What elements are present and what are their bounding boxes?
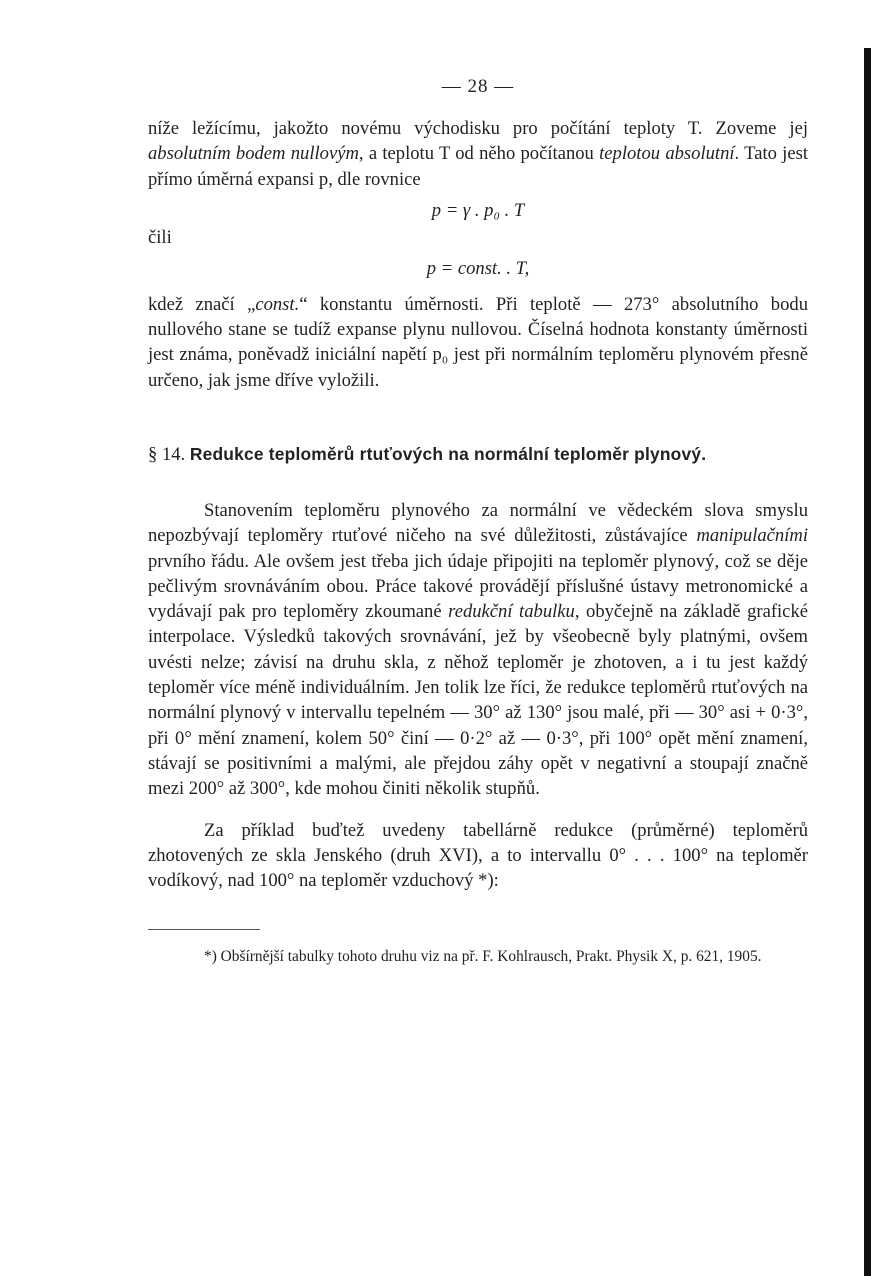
document-page bbox=[148, 62, 808, 968]
term-manipulation: manipulačními bbox=[696, 525, 808, 547]
reduction-paragraph bbox=[148, 498, 808, 802]
intro-text-a: níže ležícímu, jakožto novému východisku pro počítání teploty T. Zoveme jej bbox=[148, 118, 808, 139]
reduction-text-e: , obyčejně na základě grafické interpolace. Výsledků takových srovnávání, jež by všeobecně byly platnými, ovšem uvésti nelze; závisí na druhu skla, z něhož teploměr je zhotoven, a i tu jest každý teploměr více méně individuálním. Jen tolik lze říci, že redukce teploměrů rtuťových na normální plynový v intervallu tepelném — 30° až 130° jsou malé, při — 30° asi + 0·3°, při 0° mění znamení, kolem 50° činí — 0·2° až — 0·3°, při 100° opět mění znamení, stávají se positivními a malými, ale přejdou záhy opět v negativní a stoupají značně mezi 200° až 300°, kde mohou činiti několik stupňů. bbox=[148, 601, 808, 800]
section-symbol: § 14. bbox=[148, 443, 186, 465]
constant-paragraph bbox=[148, 292, 808, 393]
formula-const: p = const. . T, bbox=[426, 258, 530, 280]
constant-text-a: kdež značí „ bbox=[148, 293, 256, 315]
reduction-text-c: prvního řádu. Ale ovšem jest třeba jich údaje připojiti na teploměr plynový, což se děje pečlivým srovnáváním obou. Práce takové provádějí příslušné ústavy metronomické a vydávají pak pro teploměry zkoumané bbox=[148, 550, 808, 623]
word-cili: čili bbox=[148, 227, 172, 249]
footnote-divider bbox=[148, 929, 260, 930]
intro-text-e: . Tato jest přímo úměrná expansi p, dle rovnice bbox=[148, 143, 808, 190]
term-absolute-zero: absolutním bodem nullovým bbox=[148, 143, 359, 165]
constant-text-c: “ konstantu úměrnosti. Při teplotě — 273° absolutního bodu nullového stane se tudíž expanse plynu nullovou. Číselná hodnota konstanty úměrnosti jest známa, poněvadž iniciální napětí p₀ jest při normálním teploměru plynovém přesně určeno, jak jsme dříve vyložili. bbox=[148, 293, 808, 391]
intro-text-c: , a teplotu T od něho počítanou bbox=[358, 143, 600, 165]
section-title: Redukce teploměrů rtuťových na normální teploměr plynový. bbox=[189, 443, 707, 464]
example-paragraph: Za příklad buďtež uvedeny tabellárně redukce (průměrné) teploměrů zhotovených ze skla Jenského (druh XVI), a to intervallu 0° . . . 100° na teploměr vodíkový, nad 100° na teploměr vzduchový *): bbox=[148, 819, 808, 892]
reduction-text-a: Stanovením teploměru plynového za normální ve vědeckém slova smyslu nepozbývají teploměry rtuťové ničeho na své důležitosti, zůstávajíce bbox=[148, 499, 808, 547]
intro-paragraph bbox=[148, 116, 808, 192]
scan-edge bbox=[864, 48, 871, 1276]
footnote bbox=[148, 946, 808, 968]
term-absolute-temperature: teplotou absolutní bbox=[599, 143, 735, 165]
page-number: — 28 — bbox=[441, 76, 515, 97]
formula-gamma: p = γ . p₀ . T bbox=[431, 199, 525, 221]
term-const: const. bbox=[255, 293, 300, 315]
footnote-text: *) Obšírnější tabulky tohoto druhu viz na př. F. Kohlrausch, Prakt. Physik X, p. 621, 1905. bbox=[204, 948, 762, 966]
term-reduction-table: redukční tabulku bbox=[448, 601, 575, 623]
section-heading bbox=[148, 441, 808, 468]
